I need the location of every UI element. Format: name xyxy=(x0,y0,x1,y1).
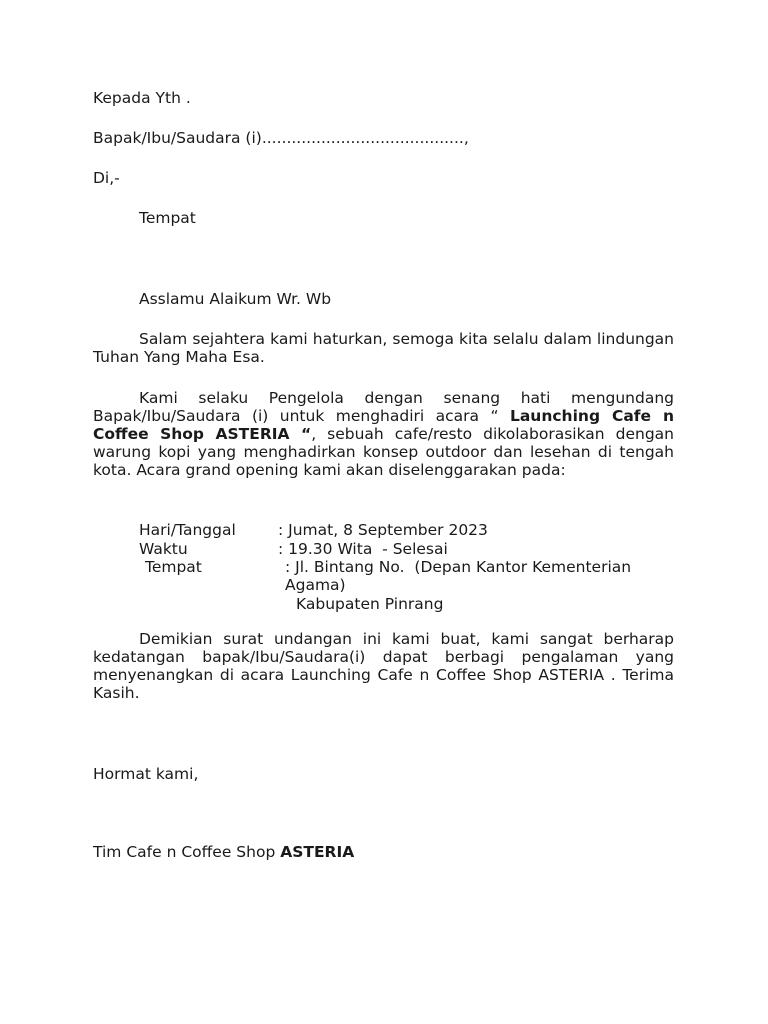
time-value: : 19.30 Wita - Selesai xyxy=(278,540,448,558)
greeting: Asslamu Alaikum Wr. Wb xyxy=(139,290,332,308)
body-text-2: , sebuah cafe/resto dikolaborasikan dengan warung kopi yang menghadirkan konsep outdoor dan lesehan di tengah kota. Acara grand opening kami akan diselenggarakan pada: xyxy=(93,425,674,479)
place-label: Tempat xyxy=(145,558,202,576)
recipient-to: Kepada Yth . xyxy=(93,89,191,107)
place-value-line1: : Jl. Bintang No. (Depan Kantor Kementerian xyxy=(285,558,632,576)
place-value-line3: Kabupaten Pinrang xyxy=(296,595,444,613)
recipient-at: Di,- xyxy=(93,169,120,187)
date-label: Hari/Tanggal xyxy=(139,521,236,539)
regards: Hormat kami, xyxy=(93,765,199,783)
body-text-1: Kami selaku Pengelola dengan senang hati mengundang Bapak/Ibu/Saudara (i) untuk menghadiri acara “ xyxy=(93,389,674,425)
recipient-place: Tempat xyxy=(139,209,196,227)
recipient-name: Bapak/Ibu/Saudara (i)........................................., xyxy=(93,129,469,147)
time-label: Waktu xyxy=(139,540,188,558)
event-name: Launching Cafe n Coffee Shop ASTERIA “ xyxy=(93,407,674,443)
opening-paragraph: Salam sejahtera kami haturkan, semoga kita selalu dalam lindungan Tuhan Yang Maha Esa. xyxy=(93,330,674,366)
signature-prefix: Tim Cafe n Coffee Shop xyxy=(93,843,281,861)
closing-paragraph: Demikian surat undangan ini kami buat, kami sangat berharap kedatangan bapak/Ibu/Saudara(i) dapat berbagi pengalaman yang menyenangkan di acara Launching Cafe n Coffee Shop ASTERIA . Terima Kasih. xyxy=(93,630,674,702)
signature-brand: ASTERIA xyxy=(280,843,355,861)
body-paragraph xyxy=(93,389,674,479)
date-value: : Jumat, 8 September 2023 xyxy=(278,521,488,539)
place-value-line2: Agama) xyxy=(285,576,346,594)
signature xyxy=(93,843,354,861)
